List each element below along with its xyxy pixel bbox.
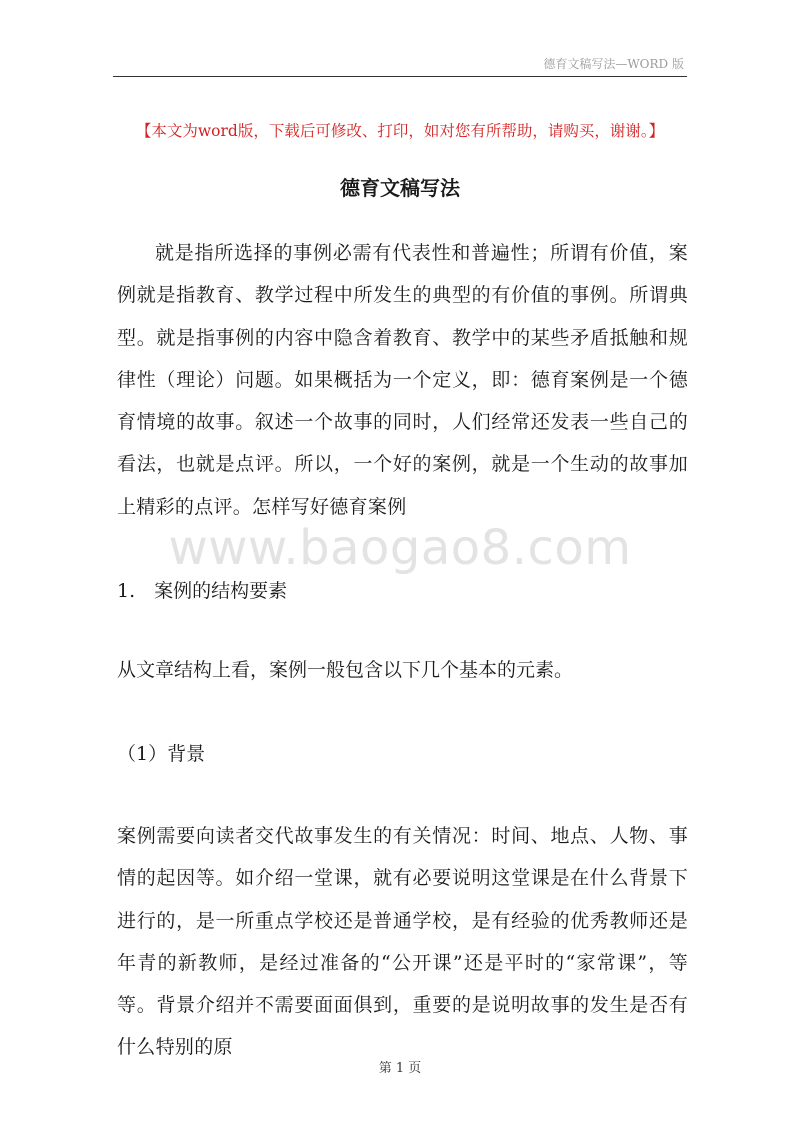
document-title: 德育文稿写法	[340, 176, 460, 200]
header-divider	[113, 76, 687, 77]
background-paragraph: 案例需要向读者交代故事发生的有关情况：时间、地点、人物、事情的起因等。如介绍一堂课，就有必要说明这堂课是在什么背景下进行的，是一所重点学校还是普通学校，是有经验的优秀教师还是年青的新教师，是经过准备的“公开课”还是平时的“家常课”，等等。背景介绍并不需要面面俱到，重要的是说明故事的发生是否有什么特别的原	[117, 825, 688, 1059]
watermark: www.baogao8.com	[168, 520, 632, 576]
structure-paragraph: 从文章结构上看，案例一般包含以下几个基本的元素。	[117, 659, 574, 681]
intro-paragraph: 就是指所选择的事例必需有代表性和普遍性；所谓有价值，案例就是指教育、教学过程中所发生的典型的有价值的事例。所谓典型。就是指事例的内容中隐含着教育、教学中的某些矛盾抵触和规律性（理论）问题。如果概括为一个定义，即：德育案例是一个德育情境的故事。叙述一个故事的同时，人们经常还发表一些自己的看法，也就是点评。所以，一个好的案例，就是一个生动的故事加上精彩的点评。怎样写好德育案例	[117, 242, 688, 518]
subsection-heading: （1）背景	[117, 743, 206, 765]
download-notice: 【本文为word版，下载后可修改、打印，如对您有所帮助，请购买，谢谢。】	[135, 122, 665, 140]
running-header: 德育文稿写法—WORD 版	[543, 57, 684, 71]
page-number: 第 1 页	[378, 1061, 422, 1076]
section-heading: 1. 案例的结构要素	[117, 580, 288, 602]
